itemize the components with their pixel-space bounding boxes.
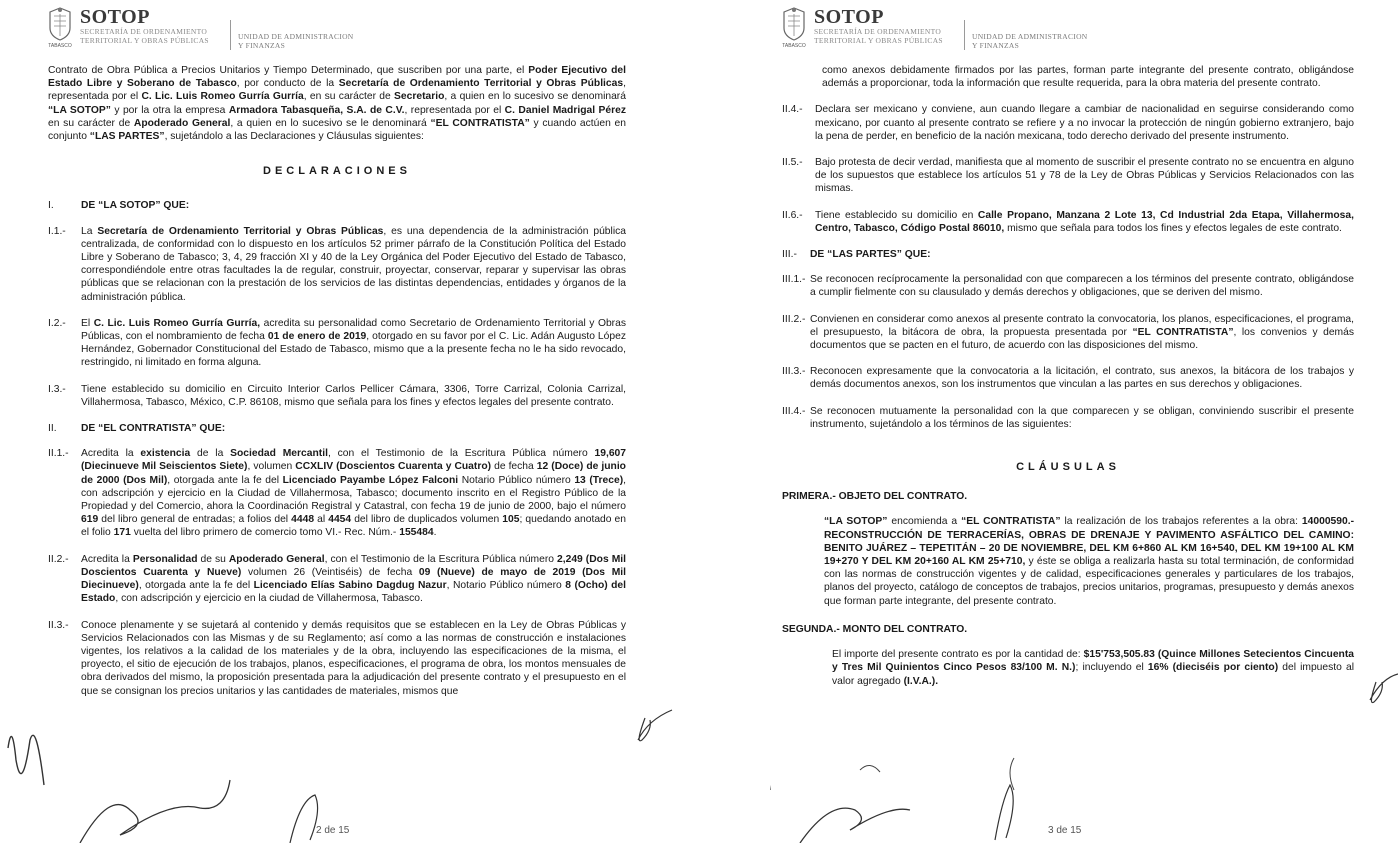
clausulas-title: CLÁUSULAS (1016, 461, 1120, 474)
declaration-item (782, 273, 1354, 299)
brand-sub-1: SECRETARÍA DE ORDENAMIENTO (814, 27, 942, 36)
section-3-heading: III.- DE “LAS PARTES” QUE: (782, 249, 931, 261)
item-number: II.1.- (48, 448, 69, 460)
declaration-item (48, 619, 626, 698)
unit-line-1: UNIDAD DE ADMINISTRACION (238, 32, 354, 41)
tabasco-seal-icon (44, 6, 76, 48)
clause-primera-title: PRIMERA.- OBJETO DEL CONTRATO. (782, 491, 968, 503)
brand-name: SOTOP (80, 6, 150, 28)
item-text: Acredita la Personalidad de su Apoderado General, con el Testimonio de la Escritura Pública número 2,249 (Dos Mil Doscientos Cuarenta y Nueve) volumen 26 (Veintiséis) de fecha 09 (Nueve) de mayo de 2019 (Dos Mil Diecinueve), otorgada ante la fe del Licenciado Elías Sabino Dagdug Nazur, Notario Público número 8 (Ocho) del Estado, con adscripción y ejercicio en la ciudad de Villahermosa, Tabasco. (81, 553, 627, 605)
declaration-item (782, 313, 1354, 353)
left-page-body (48, 64, 626, 711)
declaration-item (782, 405, 1354, 431)
item-text: Tiene establecido su domicilio en Circuito Interior Carlos Pellicer Cámara, 3306, Torre Carrizal, Colonia Carrizal, Villahermosa, Tabasco, México, C.P. 86108, mismo que señala para los fines y efectos legales del presente contrato. (81, 383, 626, 408)
item-number: II.5.- (782, 157, 803, 169)
item-number: III.4.- (782, 405, 806, 417)
item-number: II.6.- (782, 209, 803, 221)
item-text: Reconocen expresamente que la convocatoria a la licitación, el contrato, sus anexos, la bitácora de los trabajos y demás documentos anexos, son los instrumentos que vinculan a las partes en sus derechos y obligaciones. (810, 366, 1354, 391)
page-number: 3 de 15 (1048, 825, 1082, 836)
item-number: II.3.- (48, 619, 69, 631)
section-1-items (48, 225, 626, 409)
item-text: Conoce plenamente y se sujetará al contenido y demás requisitos que se establecen en la Ley de Obras Públicas y Servicios Relacionados con las Mismas y de su Reglamento; así como a las normas de construcción e instalaciones vigentes, los relativos a la calidad de los materiales y de la obra, incluyendo las especificaciones de la misma, el proyecto, el sitio de ejecución de los trabajos, planos, especificaciones, el programa de obra, los montos mensuales de obra derivados del mismo, la proposición presentada para la adjudicación del presente contrato y el presupuesto en el que se consignan los precios unitarios y las cantidades de materiales, mismos que (81, 619, 626, 697)
item-number: III.1.- (782, 274, 806, 286)
clause-segunda-title: SEGUNDA.- MONTO DEL CONTRATO. (782, 623, 968, 635)
clause-segunda-body: El importe del presente contrato es por la cantidad de: $15'753,505.83 (Quince Millones Setecientos Cincuenta y Tres Mil Quinientos Cinco Pesos 83/100 M. N.); incluyendo el 16% (dieciséis por ciento) del impuesto al valor agregado (I.V.A.). (832, 649, 1354, 687)
letterhead (778, 6, 1198, 50)
item-text: Se reconocen mutuamente la personalidad con la que comparecen y se obligan, conviniendo suscribir el presente instrumento, sujetándolo a los términos de las siguientes: (810, 405, 1354, 430)
section-1-heading: I. DE “LA SOTOP” QUE: (48, 200, 190, 212)
item-text: Bajo protesta de decir verdad, manifiesta que al momento de suscribir el presente contrato no se encuentra en alguno de los supuestos que establece los artículos 51 y 78 de la Ley de Obras Públicas y Servicios Relacionados con las mismas. (815, 157, 1354, 195)
item-number: III.3.- (782, 366, 806, 378)
section-2-items-cont (782, 103, 1354, 235)
declaration-item (48, 447, 626, 539)
item-text: Declara ser mexicano y conviene, aun cuando llegare a cambiar de nacionalidad en seguirse considerando como mexicano, por cuanto al presente contrato se refiere y a no invocar la protección de ningún gobierno extranjero, bajo la pena de perder, en beneficio de la nación mexicana, todo derecho derivado del presente instrumento. (815, 104, 1354, 142)
item-number: II.2.- (48, 553, 69, 565)
declaration-item (48, 225, 626, 304)
letterhead (44, 6, 464, 50)
section-3-items (782, 273, 1354, 431)
unit-line-1: UNIDAD DE ADMINISTRACION (972, 32, 1088, 41)
header-divider (964, 20, 965, 50)
item-number: I.2.- (48, 317, 66, 329)
page-number: 2 de 15 (316, 825, 350, 836)
declaration-item (782, 365, 1354, 391)
item-text: El C. Lic. Luis Romeo Gurría Gurría, acredita su personalidad como Secretario de Ordenamiento Territorial y Obras Públicas, con el nombramiento de fecha 01 de enero de 2019, otorgado en su favor por el C. Lic. Adán Augusto López Hernández, Gobernador Constitucional del Estado de Tabasco, mismo que a la presente fecha no le ha sido revocado, restringido, ni limitado en forma alguna. (81, 317, 626, 369)
section-2-items (48, 447, 626, 697)
section-2-heading: II. DE “EL CONTRATISTA” QUE: (48, 423, 226, 435)
page-2 (0, 0, 680, 843)
declaration-item (782, 156, 1354, 196)
item-number: II.4.- (782, 104, 803, 116)
item-text: Se reconocen recíprocamente la personalidad con que comparecen a los términos del presente contrato, obligándose a cumplir fielmente con su clausulado y demás derechos y obligaciones, que se deriven del mismo. (810, 274, 1354, 299)
item-number: I.1.- (48, 225, 66, 237)
item-text: La Secretaría de Ordenamiento Territorial y Obras Públicas, es una dependencia de la administración pública centralizada, de conformidad con lo dispuesto en los artículos 52 primer párrafo de la Constitución Política del Estado Libre y Soberano de Tabasco; 3, 4, 29 fracción XI y 40 de la Ley Orgánica del Poder Ejecutivo del Estado de Tabasco, correspondiéndole entre otras facultades la de regular, construir, proyectar, conservar, reparar y supervisar las obras públicas que se relacionan con la prestación de los servicios de las distintas dependencias, entidades y órganos de la administración pública. (81, 225, 626, 303)
declaration-item (782, 209, 1354, 235)
unit-line-2: Y FINANZAS (972, 41, 1020, 50)
unit-line-2: Y FINANZAS (238, 41, 286, 50)
brand-sub-2: TERRITORIAL Y OBRAS PÚBLICAS (80, 36, 209, 45)
header-divider (230, 20, 231, 50)
item-text: Acredita la existencia de la Sociedad Mercantil, con el Testimonio de la Escritura Pública número 19,607 (Diecinueve Mil Seiscientos Siete), volumen CCXLIV (Doscientos Cuarenta y Cuatro) de fecha 12 (Doce) de junio de 2000 (Dos Mil), otorgada ante la fe del Licenciado Payambe López Falconi Notario Público número 13 (Trece), con adscripción y ejercicio en la Ciudad de Villahermosa, Tabasco; documento inscrito en el Registro Público de la Propiedad y del Comercio, ahora la Coordinación Registral y Catastral, con fecha 19 de junio de 2000, bajo el número 619 del libro general de entradas; a folios del 4448 al 4454 del libro de duplicados volumen 105; quedando anotado en el folio 171 vuelta del libro primero de comercio tomo VI.- Rec. Núm.- 155484. (81, 448, 627, 539)
brand-name: SOTOP (814, 6, 884, 28)
brand-sub-1: SECRETARÍA DE ORDENAMIENTO (80, 27, 208, 36)
svg-text:TABASCO: TABASCO (782, 43, 806, 48)
tabasco-seal-icon (778, 6, 810, 48)
declaraciones-title: DECLARACIONES (263, 165, 411, 178)
declaration-item (48, 383, 626, 409)
declaration-item (48, 317, 626, 370)
declaration-item (782, 103, 1354, 143)
right-page-body (782, 64, 1354, 701)
page-3 (770, 0, 1398, 843)
declaration-item (48, 553, 626, 606)
clause-primera-body: “LA SOTOP” encomienda a “EL CONTRATISTA” la realización de los trabajos referentes a la obra: 14000590.- RECONSTRUCCIÓN DE TERRACERÍAS, OBRAS DE DRENAJE Y PAVIMENTO ASFÁLTICO DEL CAMINO: BENITO JUÁREZ – TEPETITÁN – 20 DE NOVIEMBRE, DEL KM 6+860 AL KM 16+540, DEL KM 19+100 AL KM 19+270 Y DEL KM 20+160 AL KM 25+710, y éste se obliga a realizarla hasta su total terminación, de conformidad con las normas de construcción vigentes y de calidad, especificaciones generales y particulares de los trabajos, planos del proyecto, catálogo de conceptos de trabajos, precios unitarios, programas, presupuesto y demás anexos que forman parte integrante, del presente contrato. (824, 516, 1355, 607)
handwritten-signatures-left (0, 700, 680, 843)
contract-intro: Contrato de Obra Pública a Precios Unitarios y Tiempo Determinado, que suscriben por una parte, el Poder Ejecutivo del Estado Libre y Soberano de Tabasco, por conducto de la Secretaría de Ordenamiento Territorial y Obras Públicas, representada por el C. Lic. Luis Romeo Gurría Gurría, en su carácter de Secretario, a quien en lo sucesivo se denominará “LA SOTOP” y por la otra la empresa Armadora Tabasqueña, S.A. de C.V., representada por el C. Daniel Madrigal Pérez en su carácter de Apoderado General, a quien en lo sucesivo se le denominará “EL CONTRATISTA” y cuando actúen en conjunto “LAS PARTES”, sujetándolo a las Declaraciones y Cláusulas siguientes: (48, 65, 627, 143)
svg-text:TABASCO: TABASCO (48, 43, 72, 48)
item-number: III.2.- (782, 313, 806, 325)
brand-sub-2: TERRITORIAL Y OBRAS PÚBLICAS (814, 36, 943, 45)
item-text: Convienen en considerar como anexos al presente contrato la convocatoria, los planos, especificaciones, el programa, el presupuesto, la bitácora de obra, la propuesta presentada por “EL CONTRATISTA”, los convenios y demás documentos que se pacten en el futuro, de acuerdo con las disposiciones del mismo. (810, 313, 1355, 352)
continued-paragraph: como anexos debidamente firmados por las partes, forman parte integrante del presente contrato, obligándose además a proporcionar, toda la información que resulte requerida, para la obra materia del presente contrato. (822, 65, 1354, 90)
item-number: I.3.- (48, 383, 66, 395)
item-text: Tiene establecido su domicilio en Calle Propano, Manzana 2 Lote 13, Cd Industrial 2da Etapa, Villahermosa, Centro, Tabasco, Código Postal 86010, mismo que señala para todos los fines y efectos legales de este contrato. (815, 209, 1354, 234)
